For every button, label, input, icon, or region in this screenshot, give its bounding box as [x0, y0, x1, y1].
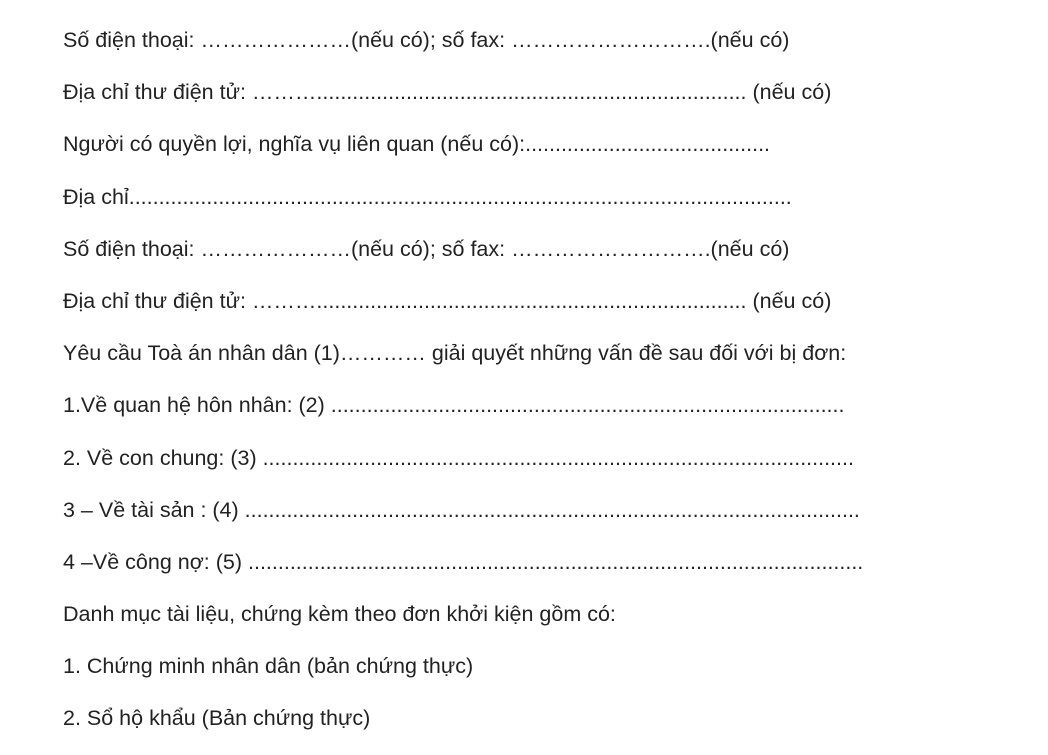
attachments-heading: Danh mục tài liệu, chứng kèm theo đơn khởi kiện gồm có: [63, 602, 616, 627]
marriage-relation-line: 1.Về quan hệ hôn nhân: (2) ...................................................................................... [63, 393, 845, 418]
related-party-line: Người có quyền lợi, nghĩa vụ liên quan (nếu có):......................................... [63, 132, 771, 157]
attachment-item: 2. Sổ hộ khẩu (Bản chứng thực) [63, 706, 371, 731]
court-request-line: Yêu cầu Toà án nhân dân (1)………… giải quyết những vấn đề sau đối với bị đơn: [63, 341, 847, 366]
email-line: Địa chỉ thư điện tử: ………........................................................................ (nếu có) [63, 288, 832, 313]
property-line: 3 – Về tài sản : (4) ....................................................................................................... [63, 497, 860, 522]
document-body [63, 24, 1023, 755]
phone-fax-line: Số điện thoại: …………………(nếu có); số fax: ……………………….(nếu có) [63, 236, 790, 261]
email-line: Địa chỉ thư điện tử: ………........................................................................ (nếu có) [63, 80, 832, 105]
address-line: Địa chỉ............................................................................................................... [63, 184, 792, 209]
debt-line: 4 –Về công nợ: (5) ....................................................................................................... [63, 549, 864, 574]
attachment-item: 1. Chứng minh nhân dân (bản chứng thực) [63, 654, 474, 679]
phone-fax-line: Số điện thoại: …………………(nếu có); số fax: ……………………….(nếu có) [63, 28, 790, 52]
common-children-line: 2. Về con chung: (3) ................................................................................................... [63, 445, 854, 470]
